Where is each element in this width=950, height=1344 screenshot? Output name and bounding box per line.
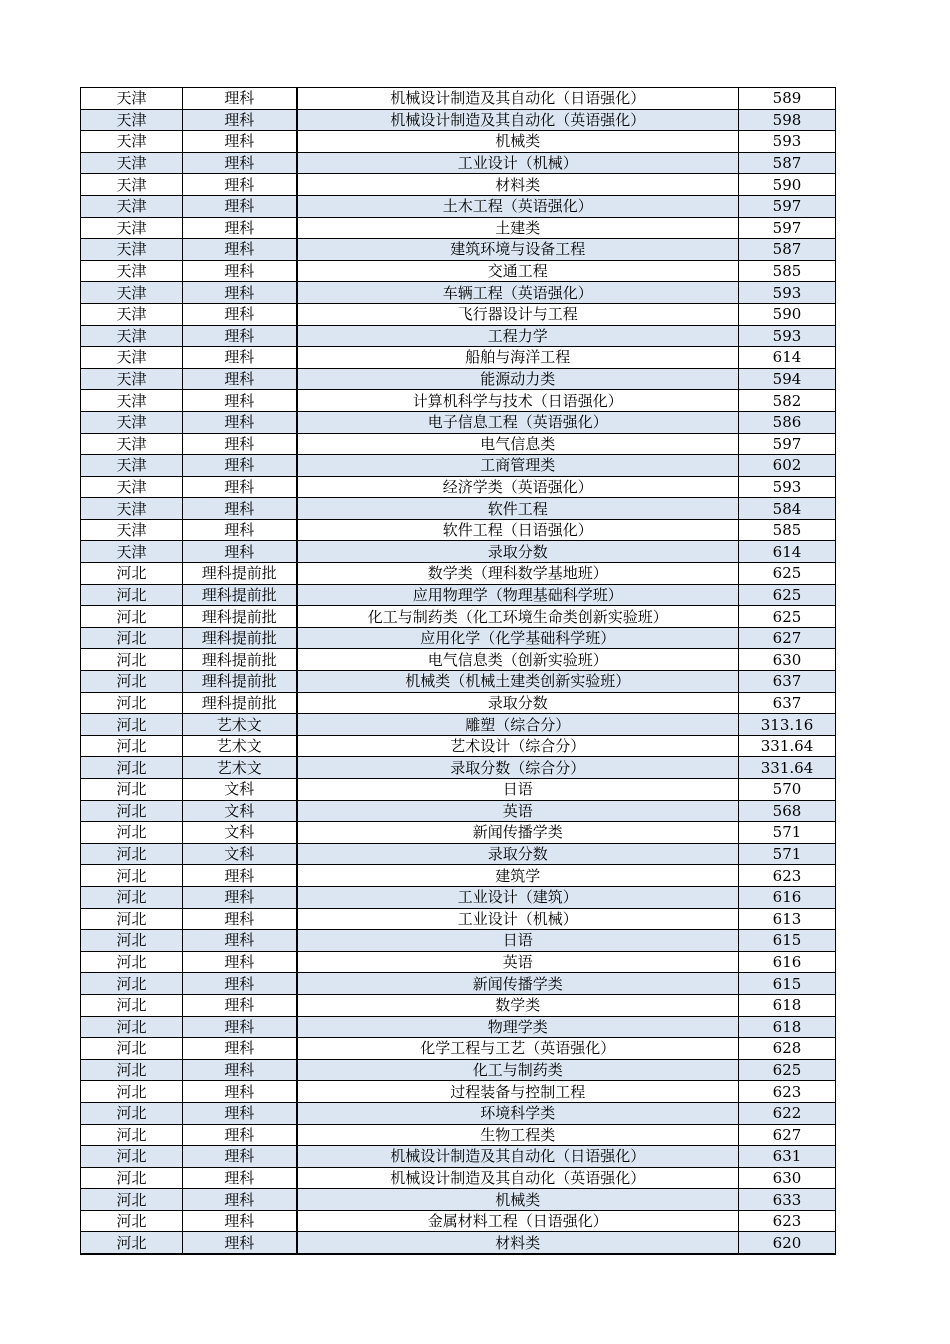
score-cell: 633 — [739, 1189, 836, 1211]
major-cell: 计算机科学与技术（日语强化） — [297, 390, 739, 412]
province-cell: 河北 — [81, 843, 183, 865]
table-row — [81, 303, 836, 325]
province-cell: 河北 — [81, 973, 183, 995]
table-row — [81, 908, 836, 930]
category-cell: 理科 — [183, 1210, 297, 1232]
province-cell: 天津 — [81, 260, 183, 282]
province-cell: 天津 — [81, 282, 183, 304]
major-cell: 机械设计制造及其自动化（英语强化） — [297, 1167, 739, 1189]
category-cell: 理科 — [183, 282, 297, 304]
table-row — [81, 1016, 836, 1038]
category-cell: 理科 — [183, 1038, 297, 1060]
score-cell: 625 — [739, 1059, 836, 1081]
score-cell: 615 — [739, 973, 836, 995]
score-cell: 570 — [739, 779, 836, 801]
table-row — [81, 1232, 836, 1254]
table-row — [81, 519, 836, 541]
table-row — [81, 1189, 836, 1211]
score-cell: 590 — [739, 303, 836, 325]
category-cell: 文科 — [183, 822, 297, 844]
category-cell: 理科 — [183, 1189, 297, 1211]
major-cell: 土建类 — [297, 217, 739, 239]
province-cell: 河北 — [81, 1059, 183, 1081]
score-cell: 593 — [739, 476, 836, 498]
major-cell: 材料类 — [297, 1232, 739, 1254]
table-row — [81, 735, 836, 757]
score-cell: 593 — [739, 131, 836, 153]
table-row — [81, 325, 836, 347]
major-cell: 金属材料工程（日语强化） — [297, 1210, 739, 1232]
province-cell: 河北 — [81, 930, 183, 952]
province-cell: 天津 — [81, 152, 183, 174]
category-cell: 理科 — [183, 1167, 297, 1189]
table-row — [81, 757, 836, 779]
major-cell: 艺术设计（综合分） — [297, 735, 739, 757]
category-cell: 理科 — [183, 433, 297, 455]
table-row — [81, 865, 836, 887]
table-row — [81, 174, 836, 196]
province-cell: 河北 — [81, 1189, 183, 1211]
score-cell: 614 — [739, 541, 836, 563]
category-cell: 艺术文 — [183, 735, 297, 757]
major-cell: 机械设计制造及其自动化（日语强化） — [297, 1146, 739, 1168]
category-cell: 理科提前批 — [183, 692, 297, 714]
score-cell: 616 — [739, 951, 836, 973]
score-cell: 590 — [739, 174, 836, 196]
score-cell: 585 — [739, 260, 836, 282]
province-cell: 天津 — [81, 411, 183, 433]
table-row — [81, 476, 836, 498]
province-cell: 河北 — [81, 886, 183, 908]
score-cell: 615 — [739, 930, 836, 952]
province-cell: 河北 — [81, 627, 183, 649]
category-cell: 理科 — [183, 1232, 297, 1254]
table-row — [81, 584, 836, 606]
category-cell: 理科 — [183, 886, 297, 908]
major-cell: 材料类 — [297, 174, 739, 196]
major-cell: 生物工程类 — [297, 1124, 739, 1146]
province-cell: 天津 — [81, 519, 183, 541]
category-cell: 理科提前批 — [183, 627, 297, 649]
major-cell: 日语 — [297, 930, 739, 952]
province-cell: 河北 — [81, 692, 183, 714]
category-cell: 理科 — [183, 930, 297, 952]
province-cell: 天津 — [81, 347, 183, 369]
major-cell: 英语 — [297, 951, 739, 973]
province-cell: 河北 — [81, 865, 183, 887]
major-cell: 录取分数（综合分） — [297, 757, 739, 779]
category-cell: 文科 — [183, 843, 297, 865]
category-cell: 理科 — [183, 152, 297, 174]
category-cell: 理科提前批 — [183, 649, 297, 671]
table-row — [81, 109, 836, 131]
major-cell: 环境科学类 — [297, 1102, 739, 1124]
category-cell: 理科 — [183, 368, 297, 390]
category-cell: 理科 — [183, 131, 297, 153]
province-cell: 河北 — [81, 1102, 183, 1124]
province-cell: 河北 — [81, 994, 183, 1016]
score-cell: 331.64 — [739, 735, 836, 757]
score-cell: 623 — [739, 1081, 836, 1103]
table-row — [81, 390, 836, 412]
score-cell: 594 — [739, 368, 836, 390]
score-cell: 614 — [739, 347, 836, 369]
score-cell: 313.16 — [739, 714, 836, 736]
category-cell: 理科提前批 — [183, 563, 297, 585]
score-cell: 331.64 — [739, 757, 836, 779]
category-cell: 理科 — [183, 411, 297, 433]
major-cell: 新闻传播学类 — [297, 973, 739, 995]
province-cell: 河北 — [81, 1210, 183, 1232]
major-cell: 应用化学（化学基础科学班） — [297, 627, 739, 649]
category-cell: 理科 — [183, 390, 297, 412]
major-cell: 经济学类（英语强化） — [297, 476, 739, 498]
province-cell: 天津 — [81, 498, 183, 520]
score-cell: 593 — [739, 282, 836, 304]
major-cell: 工业设计（机械） — [297, 152, 739, 174]
province-cell: 河北 — [81, 714, 183, 736]
province-cell: 河北 — [81, 800, 183, 822]
major-cell: 建筑学 — [297, 865, 739, 887]
province-cell: 河北 — [81, 1038, 183, 1060]
category-cell: 理科 — [183, 217, 297, 239]
major-cell: 软件工程（日语强化） — [297, 519, 739, 541]
score-cell: 631 — [739, 1146, 836, 1168]
province-cell: 天津 — [81, 217, 183, 239]
major-cell: 交通工程 — [297, 260, 739, 282]
score-cell: 597 — [739, 433, 836, 455]
province-cell: 天津 — [81, 88, 183, 110]
table-row — [81, 714, 836, 736]
table-row — [81, 217, 836, 239]
category-cell: 理科 — [183, 1146, 297, 1168]
table-row — [81, 886, 836, 908]
table-row — [81, 455, 836, 477]
table-row — [81, 1102, 836, 1124]
major-cell: 建筑环境与设备工程 — [297, 239, 739, 261]
category-cell: 理科 — [183, 239, 297, 261]
score-cell: 587 — [739, 152, 836, 174]
category-cell: 理科 — [183, 865, 297, 887]
category-cell: 艺术文 — [183, 714, 297, 736]
province-cell: 天津 — [81, 541, 183, 563]
category-cell: 理科 — [183, 519, 297, 541]
table-row — [81, 692, 836, 714]
major-cell: 车辆工程（英语强化） — [297, 282, 739, 304]
major-cell: 机械设计制造及其自动化（英语强化） — [297, 109, 739, 131]
score-cell: 593 — [739, 325, 836, 347]
province-cell: 天津 — [81, 303, 183, 325]
major-cell: 土木工程（英语强化） — [297, 195, 739, 217]
score-cell: 587 — [739, 239, 836, 261]
category-cell: 理科 — [183, 303, 297, 325]
table-row — [81, 822, 836, 844]
score-cell: 630 — [739, 649, 836, 671]
major-cell: 化工与制药类 — [297, 1059, 739, 1081]
major-cell: 雕塑（综合分） — [297, 714, 739, 736]
category-cell: 艺术文 — [183, 757, 297, 779]
table-row — [81, 1059, 836, 1081]
score-cell: 625 — [739, 606, 836, 628]
score-cell: 630 — [739, 1167, 836, 1189]
category-cell: 理科 — [183, 325, 297, 347]
province-cell: 河北 — [81, 584, 183, 606]
province-cell: 河北 — [81, 1081, 183, 1103]
score-cell: 613 — [739, 908, 836, 930]
table-row — [81, 1146, 836, 1168]
score-cell: 602 — [739, 455, 836, 477]
major-cell: 物理学类 — [297, 1016, 739, 1038]
score-cell: 627 — [739, 627, 836, 649]
province-cell: 天津 — [81, 476, 183, 498]
province-cell: 河北 — [81, 1167, 183, 1189]
score-cell: 616 — [739, 886, 836, 908]
table-row — [81, 800, 836, 822]
category-cell: 理科 — [183, 994, 297, 1016]
province-cell: 天津 — [81, 433, 183, 455]
score-cell: 622 — [739, 1102, 836, 1124]
category-cell: 理科 — [183, 1081, 297, 1103]
table-row — [81, 779, 836, 801]
category-cell: 理科 — [183, 951, 297, 973]
province-cell: 天津 — [81, 195, 183, 217]
major-cell: 机械类 — [297, 1189, 739, 1211]
province-cell: 河北 — [81, 779, 183, 801]
province-cell: 河北 — [81, 735, 183, 757]
table-row — [81, 973, 836, 995]
score-cell: 586 — [739, 411, 836, 433]
major-cell: 数学类 — [297, 994, 739, 1016]
category-cell: 文科 — [183, 800, 297, 822]
score-cell: 620 — [739, 1232, 836, 1254]
major-cell: 工业设计（建筑） — [297, 886, 739, 908]
major-cell: 录取分数 — [297, 541, 739, 563]
major-cell: 飞行器设计与工程 — [297, 303, 739, 325]
province-cell: 河北 — [81, 757, 183, 779]
province-cell: 河北 — [81, 908, 183, 930]
province-cell: 河北 — [81, 1146, 183, 1168]
category-cell: 理科提前批 — [183, 584, 297, 606]
score-cell: 628 — [739, 1038, 836, 1060]
table-row — [81, 282, 836, 304]
category-cell: 理科 — [183, 476, 297, 498]
table-row — [81, 843, 836, 865]
score-cell: 637 — [739, 692, 836, 714]
score-cell: 597 — [739, 217, 836, 239]
category-cell: 理科 — [183, 109, 297, 131]
major-cell: 过程装备与控制工程 — [297, 1081, 739, 1103]
score-cell: 618 — [739, 994, 836, 1016]
table-row — [81, 1038, 836, 1060]
major-cell: 录取分数 — [297, 843, 739, 865]
category-cell: 理科 — [183, 1016, 297, 1038]
table-row — [81, 498, 836, 520]
major-cell: 化工与制药类（化工环境生命类创新实验班） — [297, 606, 739, 628]
category-cell: 理科 — [183, 541, 297, 563]
table-row — [81, 649, 836, 671]
province-cell: 河北 — [81, 1016, 183, 1038]
table-row — [81, 239, 836, 261]
category-cell: 理科 — [183, 260, 297, 282]
category-cell: 理科 — [183, 498, 297, 520]
major-cell: 软件工程 — [297, 498, 739, 520]
table-row — [81, 951, 836, 973]
table-row — [81, 1081, 836, 1103]
score-cell: 568 — [739, 800, 836, 822]
table-row — [81, 1167, 836, 1189]
score-cell: 627 — [739, 1124, 836, 1146]
major-cell: 工商管理类 — [297, 455, 739, 477]
table-row — [81, 131, 836, 153]
province-cell: 天津 — [81, 131, 183, 153]
major-cell: 电子信息工程（英语强化） — [297, 411, 739, 433]
major-cell: 电气信息类（创新实验班） — [297, 649, 739, 671]
major-cell: 英语 — [297, 800, 739, 822]
category-cell: 理科提前批 — [183, 671, 297, 693]
table-row — [81, 1124, 836, 1146]
table-row — [81, 347, 836, 369]
table-row — [81, 563, 836, 585]
table-row — [81, 606, 836, 628]
province-cell: 天津 — [81, 325, 183, 347]
table-row — [81, 994, 836, 1016]
province-cell: 天津 — [81, 455, 183, 477]
table-row — [81, 1210, 836, 1232]
major-cell: 数学类（理科数学基地班） — [297, 563, 739, 585]
category-cell: 理科 — [183, 1124, 297, 1146]
major-cell: 日语 — [297, 779, 739, 801]
score-cell: 571 — [739, 843, 836, 865]
admission-scores-table — [80, 87, 836, 1255]
score-cell: 597 — [739, 195, 836, 217]
major-cell: 应用物理学（物理基础科学班） — [297, 584, 739, 606]
province-cell: 天津 — [81, 368, 183, 390]
score-cell: 571 — [739, 822, 836, 844]
province-cell: 河北 — [81, 563, 183, 585]
province-cell: 河北 — [81, 606, 183, 628]
table-row — [81, 411, 836, 433]
category-cell: 理科 — [183, 347, 297, 369]
category-cell: 理科 — [183, 973, 297, 995]
province-cell: 天津 — [81, 109, 183, 131]
category-cell: 理科 — [183, 88, 297, 110]
table-row — [81, 627, 836, 649]
major-cell: 电气信息类 — [297, 433, 739, 455]
major-cell: 机械设计制造及其自动化（日语强化） — [297, 88, 739, 110]
table-row — [81, 433, 836, 455]
score-cell: 637 — [739, 671, 836, 693]
category-cell: 理科 — [183, 195, 297, 217]
table-row — [81, 368, 836, 390]
table-row — [81, 152, 836, 174]
category-cell: 理科 — [183, 1102, 297, 1124]
score-cell: 618 — [739, 1016, 836, 1038]
major-cell: 能源动力类 — [297, 368, 739, 390]
province-cell: 天津 — [81, 390, 183, 412]
score-cell: 582 — [739, 390, 836, 412]
table-body — [81, 88, 836, 1255]
major-cell: 机械类 — [297, 131, 739, 153]
major-cell: 化学工程与工艺（英语强化） — [297, 1038, 739, 1060]
major-cell: 录取分数 — [297, 692, 739, 714]
major-cell: 工业设计（机械） — [297, 908, 739, 930]
table-row — [81, 88, 836, 110]
score-cell: 598 — [739, 109, 836, 131]
category-cell: 理科 — [183, 174, 297, 196]
table-row — [81, 541, 836, 563]
category-cell: 理科 — [183, 455, 297, 477]
score-cell: 585 — [739, 519, 836, 541]
score-cell: 623 — [739, 865, 836, 887]
province-cell: 河北 — [81, 822, 183, 844]
score-cell: 584 — [739, 498, 836, 520]
table-row — [81, 260, 836, 282]
category-cell: 理科 — [183, 1059, 297, 1081]
province-cell: 天津 — [81, 239, 183, 261]
province-cell: 河北 — [81, 951, 183, 973]
province-cell: 河北 — [81, 649, 183, 671]
table-row — [81, 930, 836, 952]
province-cell: 河北 — [81, 1124, 183, 1146]
major-cell: 机械类（机械土建类创新实验班） — [297, 671, 739, 693]
province-cell: 河北 — [81, 671, 183, 693]
province-cell: 河北 — [81, 1232, 183, 1254]
category-cell: 文科 — [183, 779, 297, 801]
score-cell: 623 — [739, 1210, 836, 1232]
table-row — [81, 195, 836, 217]
category-cell: 理科 — [183, 908, 297, 930]
score-cell: 625 — [739, 563, 836, 585]
major-cell: 新闻传播学类 — [297, 822, 739, 844]
province-cell: 天津 — [81, 174, 183, 196]
category-cell: 理科提前批 — [183, 606, 297, 628]
table-row — [81, 671, 836, 693]
major-cell: 工程力学 — [297, 325, 739, 347]
major-cell: 船舶与海洋工程 — [297, 347, 739, 369]
score-cell: 625 — [739, 584, 836, 606]
score-cell: 589 — [739, 88, 836, 110]
